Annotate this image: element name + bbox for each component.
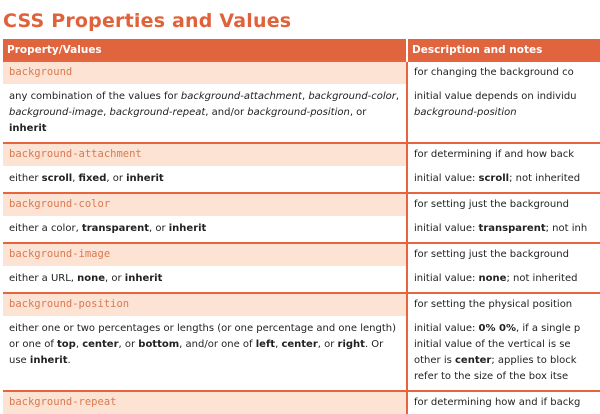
- property-name: background-repeat: [3, 391, 407, 414]
- properties-table: [3, 39, 600, 414]
- property-row: [3, 61, 600, 84]
- text-fragment: background-position: [414, 107, 517, 118]
- text-fragment: ; not inherited: [509, 173, 581, 184]
- text-fragment: initial value:: [414, 173, 479, 184]
- property-notes: [407, 216, 600, 243]
- text-fragment: ,: [275, 339, 282, 350]
- property-detail-row: [3, 216, 600, 243]
- property-detail-row: [3, 84, 600, 143]
- property-description: for changing the background co: [407, 61, 600, 84]
- text-fragment: initial value of the vertical is se: [414, 339, 571, 350]
- text-fragment: 0% 0%: [478, 323, 516, 334]
- header-description-notes: Description and notes: [407, 39, 600, 61]
- text-fragment: , and/or one of: [179, 339, 256, 350]
- text-fragment: ,: [395, 91, 400, 102]
- property-description: for setting just the background: [407, 193, 600, 216]
- property-values: [3, 316, 407, 391]
- property-values: [3, 266, 407, 293]
- page-title: CSS Properties and Values: [3, 10, 292, 32]
- text-fragment: scroll: [41, 173, 73, 184]
- text-fragment: ,: [301, 91, 309, 102]
- property-detail-row: [3, 166, 600, 193]
- table-header-row: [3, 39, 600, 61]
- text-fragment: background-attachment: [180, 91, 302, 102]
- text-fragment: bottom: [138, 339, 180, 350]
- text-fragment: , or: [349, 107, 367, 118]
- text-fragment: left: [255, 339, 276, 350]
- table-body: [3, 61, 600, 414]
- text-fragment: , and/or: [205, 107, 248, 118]
- text-fragment: , or: [105, 273, 125, 284]
- text-fragment: ,: [75, 339, 83, 350]
- property-name: background-attachment: [3, 143, 407, 166]
- text-fragment: ; applies to block: [491, 355, 577, 366]
- text-fragment: initial value:: [414, 223, 479, 234]
- text-fragment: , or: [106, 173, 127, 184]
- property-name: background: [3, 61, 407, 84]
- property-name: background-position: [3, 293, 407, 316]
- text-fragment: , if a single p: [515, 323, 581, 334]
- text-fragment: , or: [148, 223, 169, 234]
- text-fragment: . Or use: [9, 339, 384, 366]
- property-description: for setting the physical position: [407, 293, 600, 316]
- text-fragment: center: [82, 339, 119, 350]
- property-row: [3, 143, 600, 166]
- property-notes: [407, 84, 600, 143]
- text-fragment: , or: [317, 339, 338, 350]
- text-fragment: inherit: [168, 223, 207, 234]
- text-fragment: background-image: [9, 107, 104, 118]
- text-fragment: initial value depends on individu: [414, 91, 577, 102]
- text-fragment: center: [281, 339, 318, 350]
- text-fragment: initial value:: [414, 273, 479, 284]
- text-fragment: none: [478, 273, 507, 284]
- property-values: [3, 216, 407, 243]
- property-name: background-image: [3, 243, 407, 266]
- property-row: [3, 293, 600, 316]
- property-description: for determining if and how back: [407, 143, 600, 166]
- text-fragment: transparent: [81, 223, 149, 234]
- text-fragment: scroll: [478, 173, 510, 184]
- text-fragment: any combination of the values for: [9, 91, 181, 102]
- text-fragment: either: [9, 173, 42, 184]
- text-fragment: .: [67, 355, 71, 366]
- text-fragment: other is: [414, 355, 455, 366]
- header-property-values: Property/Values: [3, 39, 407, 61]
- property-name: background-color: [3, 193, 407, 216]
- text-fragment: background-repeat: [109, 107, 206, 118]
- properties-table-container: [3, 39, 600, 414]
- text-fragment: inherit: [29, 355, 68, 366]
- text-fragment: right: [337, 339, 365, 350]
- text-fragment: fixed: [78, 173, 107, 184]
- property-detail-row: [3, 316, 600, 391]
- text-fragment: , or: [118, 339, 139, 350]
- property-description: for setting just the background: [407, 243, 600, 266]
- text-fragment: transparent: [478, 223, 546, 234]
- text-fragment: background-position: [247, 107, 350, 118]
- text-fragment: initial value:: [414, 323, 479, 334]
- property-description: for determining how and if backg: [407, 391, 600, 414]
- text-fragment: ; not inherited: [506, 273, 578, 284]
- text-fragment: refer to the size of the box itse: [414, 371, 569, 382]
- text-fragment: either a URL,: [9, 273, 78, 284]
- text-fragment: ,: [72, 173, 79, 184]
- property-notes: [407, 166, 600, 193]
- property-values: [3, 84, 407, 143]
- text-fragment: inherit: [126, 173, 164, 184]
- text-fragment: inherit: [9, 123, 47, 134]
- text-fragment: either one or two percentages or lengths (or one percentage and one length) or one of: [9, 323, 396, 350]
- property-row: [3, 243, 600, 266]
- text-fragment: ; not inh: [545, 223, 588, 234]
- property-values: [3, 166, 407, 193]
- text-fragment: either a color,: [9, 223, 82, 234]
- text-fragment: center: [455, 355, 492, 366]
- property-notes: [407, 266, 600, 293]
- text-fragment: none: [77, 273, 106, 284]
- property-notes: [407, 316, 600, 391]
- text-fragment: ,: [103, 107, 110, 118]
- property-row: [3, 391, 600, 414]
- text-fragment: inherit: [124, 273, 163, 284]
- property-detail-row: [3, 266, 600, 293]
- text-fragment: top: [57, 339, 76, 350]
- text-fragment: background-color: [308, 91, 396, 102]
- property-row: [3, 193, 600, 216]
